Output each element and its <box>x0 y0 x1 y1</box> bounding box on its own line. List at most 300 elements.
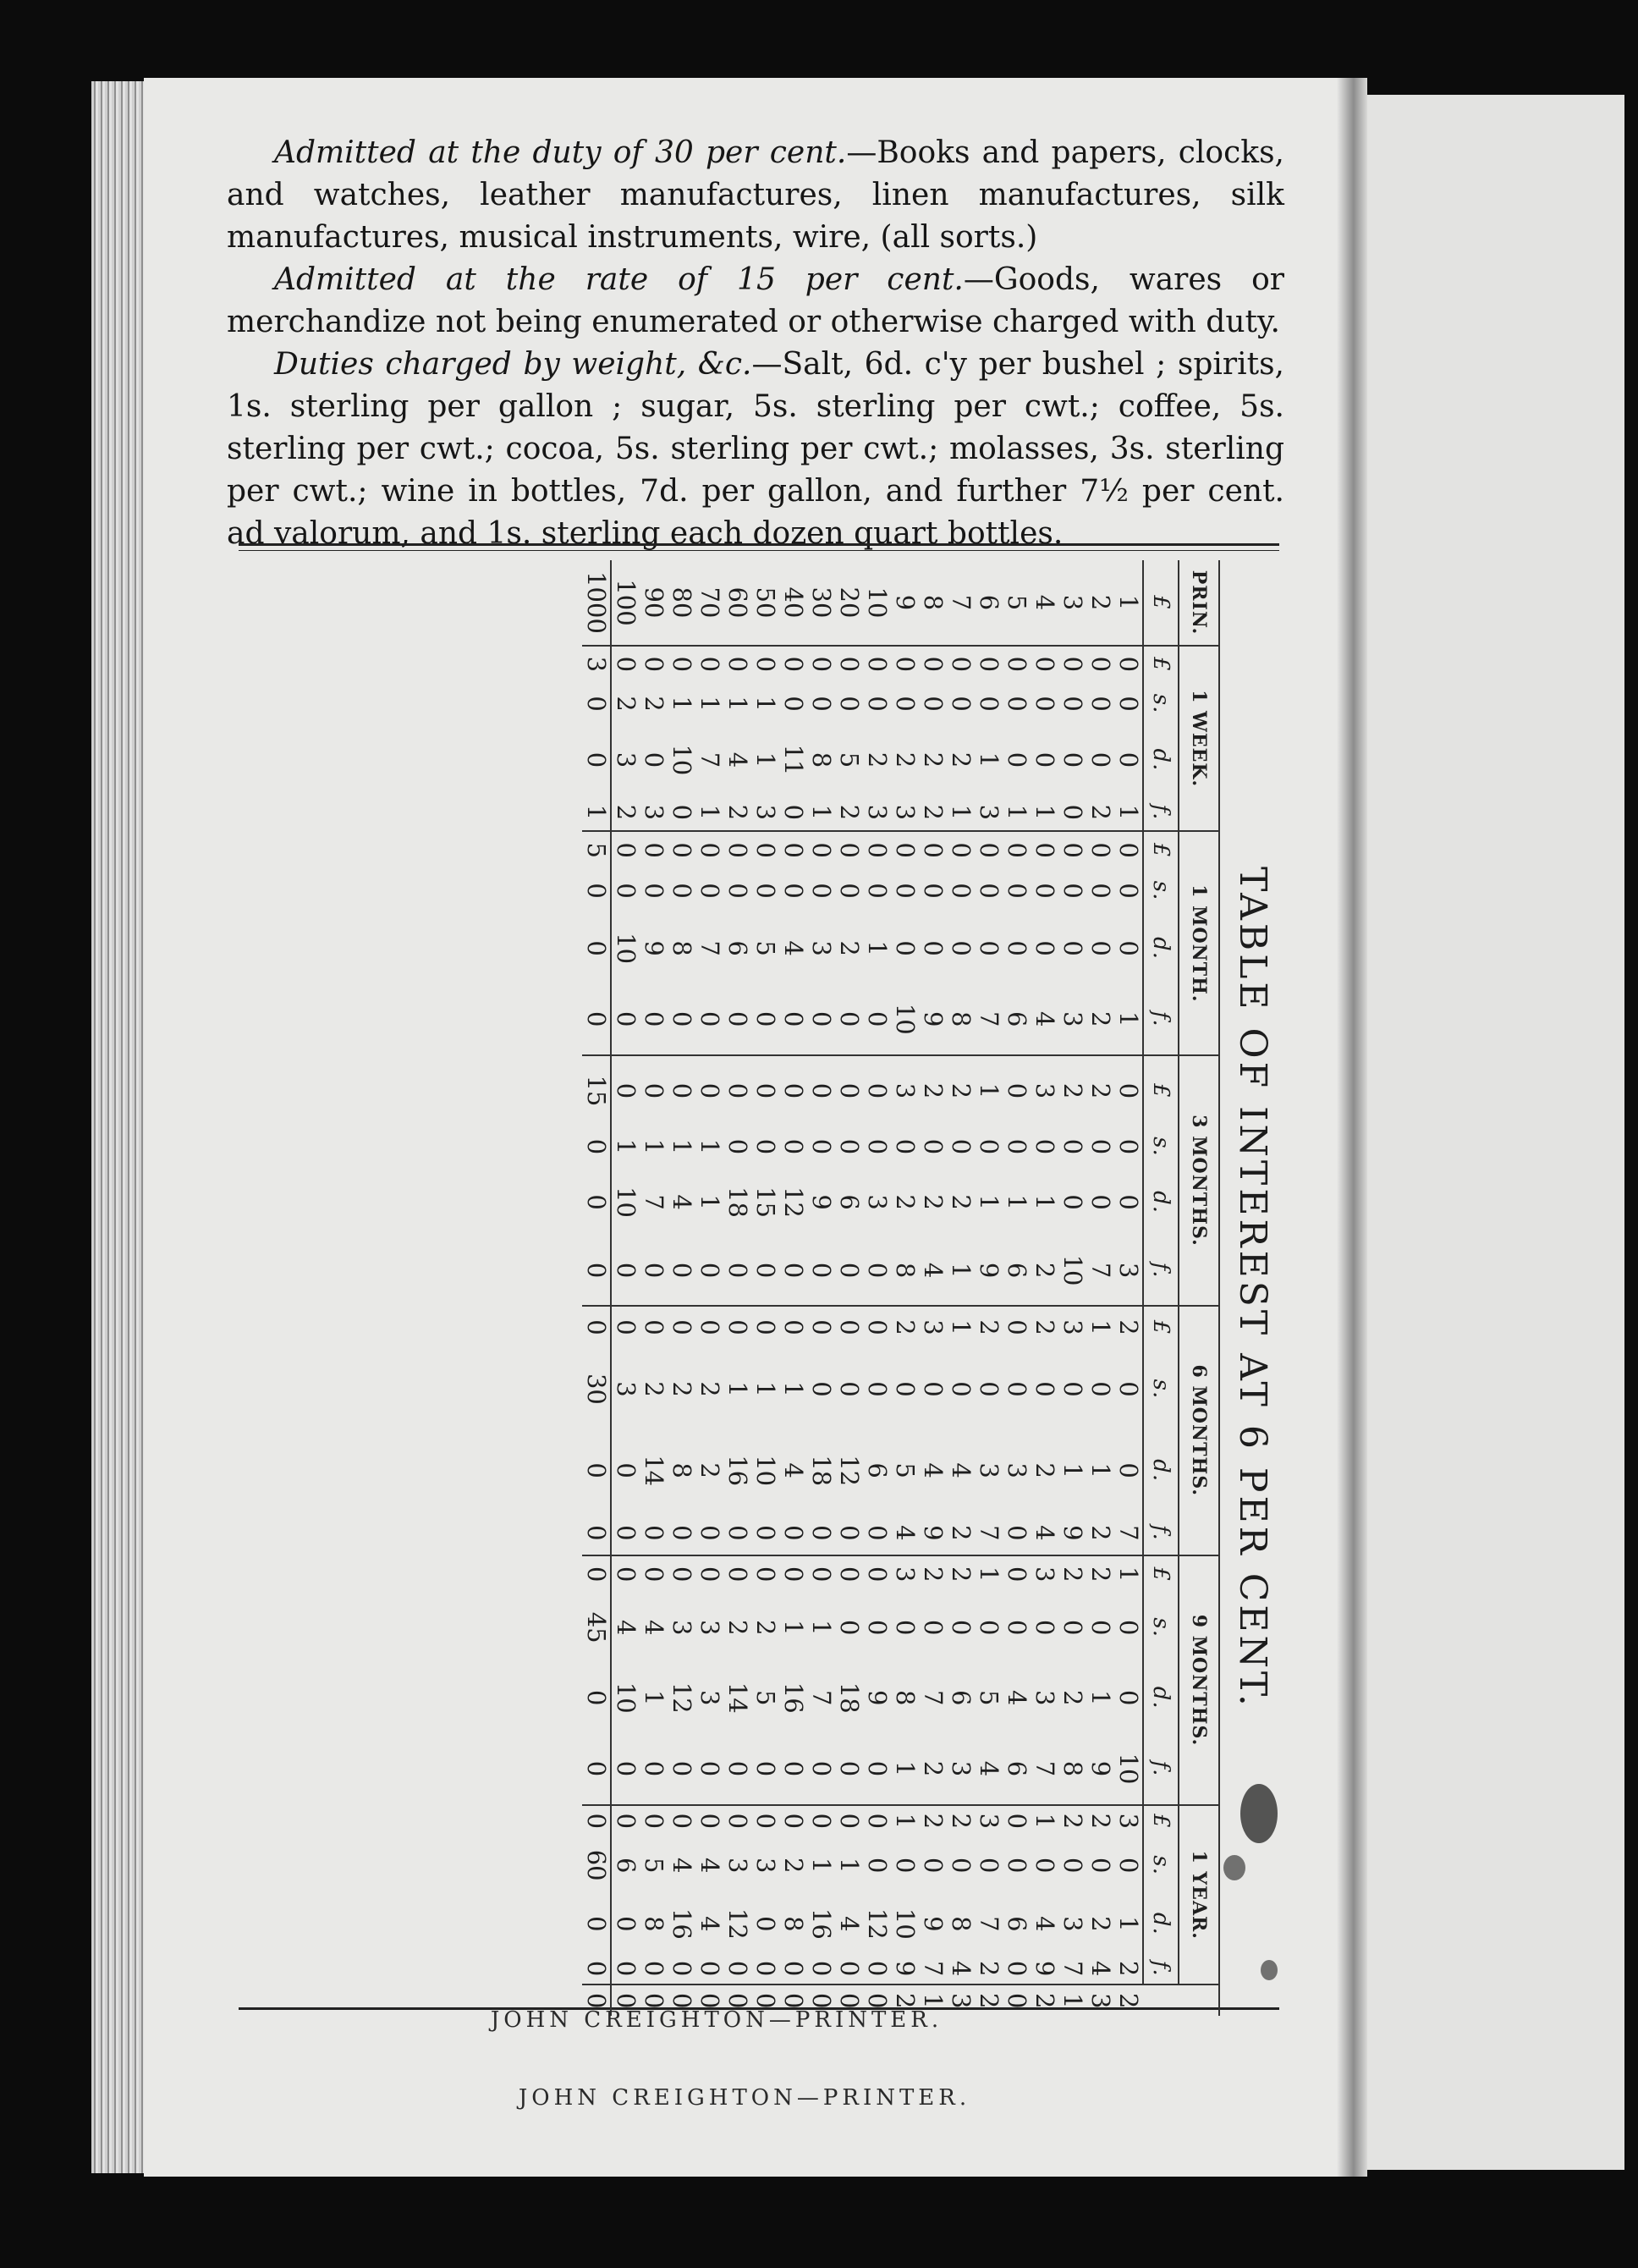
facing-page <box>1364 95 1624 2170</box>
interest-cell: 0 <box>612 1462 640 1478</box>
interest-cell: 2 <box>947 751 976 768</box>
interest-cell: 0 <box>1058 842 1087 858</box>
unit-header: s. <box>1143 1348 1179 1429</box>
interest-cell: 3 <box>1058 1319 1087 1335</box>
table-row <box>1003 560 1031 2016</box>
interest-cell: 0 <box>751 983 779 1055</box>
interest-cell: 4 <box>1086 1953 1114 1984</box>
unit-header: d. <box>1143 1430 1179 1511</box>
interest-cell: 0 <box>751 1082 780 1099</box>
interest-cell: 0 <box>723 883 752 899</box>
interest-cell: 0 <box>751 1953 779 1984</box>
interest-cell: 0 <box>1003 1566 1031 1583</box>
interest-cell: 0 <box>891 1857 920 1874</box>
interest-cell: 0 <box>751 883 780 899</box>
interest-cell: 0 <box>779 1138 808 1155</box>
interest-cell: 0 <box>1058 696 1087 712</box>
interest-cell: 0 <box>975 1138 1003 1155</box>
interest-cell: 1 <box>779 1619 808 1636</box>
interest-cell: 0 <box>723 1319 752 1335</box>
duty-15-lead: Admitted at the rate of 15 per cent. <box>274 262 964 297</box>
interest-cell: 0 <box>919 696 948 712</box>
interest-cell: 10 <box>1058 1236 1086 1306</box>
interest-cell: 0 <box>807 1953 835 1984</box>
interest-cell: 8 <box>807 751 836 768</box>
interest-cell: 0 <box>1086 940 1115 956</box>
interest-cell: 0 <box>779 883 808 899</box>
interest-cell: 6 <box>835 1194 864 1210</box>
interest-cell: 4 <box>919 1462 948 1478</box>
unit-header: £ <box>1143 831 1179 868</box>
interest-cell: 0 <box>582 940 611 956</box>
interest-cell: 2 <box>1086 983 1114 1055</box>
interest-cell: 12 <box>779 1186 808 1218</box>
principal-cell: 10 <box>863 560 891 646</box>
interest-cell: 10 <box>1114 1733 1143 1805</box>
interest-cell: 0 <box>835 1733 863 1805</box>
interest-cell: 0 <box>1114 842 1143 858</box>
interest-cell: 0 <box>582 696 611 712</box>
interest-cell: 8 <box>891 1236 919 1306</box>
interest-cell: 15 <box>751 1186 780 1218</box>
interest-cell: 0 <box>695 1813 724 1830</box>
interest-cell: 0 <box>779 1733 807 1805</box>
prin-unit-header: £ <box>1143 560 1179 646</box>
interest-cell: 0 <box>1058 794 1086 831</box>
page-gutter <box>1337 78 1367 2177</box>
interest-cell: 0 <box>668 1733 695 1805</box>
interest-cell: 2 <box>891 751 920 768</box>
interest-cell: 2 <box>751 1619 780 1636</box>
interest-cell: 0 <box>1086 1138 1115 1155</box>
interest-cell: 0 <box>582 1953 611 1984</box>
interest-cell: 0 <box>975 842 1003 858</box>
column-group-header: 1 YEAR. <box>1179 1805 1218 1984</box>
interest-cell: 2 <box>919 751 948 768</box>
interest-cell: 0 <box>947 842 976 858</box>
interest-cell: 0 <box>1086 751 1115 768</box>
interest-cell: 2 <box>947 1194 976 1210</box>
interest-cell: 0 <box>1114 751 1143 768</box>
interest-cell: 0 <box>975 1857 1003 1874</box>
interest-cell: 16 <box>723 1455 752 1487</box>
interest-cell: 8 <box>779 1916 808 1932</box>
unit-header: f. <box>1143 1953 1179 1984</box>
ink-blot <box>1261 1960 1278 1980</box>
interest-cell: 0 <box>611 1236 640 1306</box>
interest-cell: 0 <box>612 1813 640 1830</box>
interest-cell: 0 <box>779 1236 807 1306</box>
printer-footer-text: JOHN CREIGHTON—PRINTER. <box>490 2007 943 2033</box>
interest-cell: 0 <box>975 1619 1003 1636</box>
interest-cell: 0 <box>779 1511 807 1555</box>
interest-cell: 1 <box>1114 794 1143 831</box>
interest-cell: 0 <box>863 983 891 1055</box>
interest-cell: 0 <box>975 1381 1003 1397</box>
interest-cell: 4 <box>1031 983 1058 1055</box>
interest-cell: 4 <box>668 1857 696 1874</box>
interest-cell: 0 <box>695 1511 723 1555</box>
column-group-header: 1 MONTH. <box>1179 831 1218 1055</box>
table-row <box>668 560 695 2016</box>
interest-cell: 2 <box>947 1813 976 1830</box>
interest-cell: 0 <box>975 696 1003 712</box>
interest-cell: 0 <box>863 1319 892 1335</box>
interest-cell: 2 <box>1031 1992 1059 2009</box>
interest-cell: 3 <box>1086 1992 1115 2009</box>
interest-cell: 0 <box>695 983 723 1055</box>
interest-cell: 0 <box>1003 1319 1031 1335</box>
interest-cell: 3 <box>975 1813 1003 1830</box>
table-row <box>807 560 835 2016</box>
interest-cell: 0 <box>919 842 948 858</box>
interest-cell: 0 <box>947 1138 976 1155</box>
interest-cell: 0 <box>779 983 807 1055</box>
interest-cell: 2 <box>1086 1566 1115 1583</box>
principal-cell: 90 <box>640 560 668 646</box>
duty-15-body: —Goods, wares or merchandize not being enumerated or otherwise charged with duty. <box>227 262 1284 339</box>
interest-cell: 0 <box>1114 1138 1143 1155</box>
interest-cell: 0 <box>835 1619 864 1636</box>
interest-cell: 0 <box>807 1381 836 1397</box>
interest-cell: 0 <box>723 1236 751 1306</box>
interest-cell: 2 <box>1031 1319 1059 1335</box>
interest-cell: 2 <box>695 1462 724 1478</box>
principal-cell: 50 <box>751 560 779 646</box>
interest-cell: 4 <box>1031 1511 1058 1555</box>
interest-cell: 0 <box>807 1082 836 1099</box>
interest-cell: 0 <box>582 1733 611 1805</box>
interest-cell: 1 <box>947 1319 976 1335</box>
unit-header: s. <box>1143 1593 1179 1663</box>
interest-cell: 2 <box>1031 1462 1059 1478</box>
interest-cell: 0 <box>612 842 640 858</box>
interest-cell: 1 <box>1114 1566 1143 1583</box>
interest-cell: 4 <box>640 1619 668 1636</box>
interest-cell: 2 <box>1086 1916 1115 1932</box>
interest-cell: 8 <box>668 1462 696 1478</box>
principal-cell: 1000 <box>582 560 611 646</box>
interest-cell: 16 <box>668 1907 696 1940</box>
interest-cell: 3 <box>1003 1462 1031 1478</box>
interest-cell: 8 <box>891 1690 920 1706</box>
interest-cell: 1 <box>919 1992 948 2009</box>
interest-cell: 9 <box>919 983 947 1055</box>
interest-cell: 1 <box>1114 983 1143 1055</box>
interest-cell: 0 <box>668 1236 695 1306</box>
interest-cell: 0 <box>723 1992 752 2009</box>
unit-header: d. <box>1143 1169 1179 1236</box>
interest-cell: 0 <box>807 842 836 858</box>
interest-cell: 7 <box>695 940 724 956</box>
interest-cell: 5 <box>640 1857 668 1874</box>
interest-cell: 2 <box>1086 1511 1114 1555</box>
table-row <box>863 560 891 2016</box>
interest-cell: 0 <box>807 1138 836 1155</box>
interest-cell: 3 <box>975 794 1003 831</box>
interest-cell: 0 <box>919 656 948 673</box>
interest-cell: 0 <box>582 1813 611 1830</box>
interest-cell: 0 <box>1031 751 1059 768</box>
interest-cell: 3 <box>1031 1690 1059 1706</box>
interest-cell: 12 <box>723 1907 752 1940</box>
interest-cell: 0 <box>695 1566 724 1583</box>
table-row <box>695 560 723 2016</box>
interest-cell: 0 <box>1114 696 1143 712</box>
interest-cell: 1 <box>751 696 780 712</box>
interest-cell: 0 <box>807 1511 835 1555</box>
interest-cell: 0 <box>1003 696 1031 712</box>
unit-header: d. <box>1143 1663 1179 1733</box>
interest-cell: 0 <box>779 696 808 712</box>
interest-cell: 1 <box>891 1813 920 1830</box>
interest-cell: 0 <box>1003 883 1031 899</box>
interest-cell: 0 <box>582 1138 611 1155</box>
interest-cell: 7 <box>975 983 1003 1055</box>
interest-cell: 2 <box>779 1857 808 1874</box>
interest-cell: 7 <box>1114 1511 1143 1555</box>
unit-header: £ <box>1143 1306 1179 1349</box>
interest-cell: 4 <box>695 1857 724 1874</box>
interest-cell: 2 <box>1058 1566 1087 1583</box>
interest-cell: 10 <box>612 1682 640 1714</box>
interest-cell: 0 <box>640 883 668 899</box>
interest-cell: 0 <box>835 1813 864 1830</box>
interest-cell: 9 <box>1031 1953 1058 1984</box>
interest-cell: 0 <box>1086 1381 1115 1397</box>
duty-30-body: —Books and papers, clocks, and watches, leather manufactures, linen manufactures, silk manufactures, musical instruments, wire, (all sorts.) <box>227 135 1285 255</box>
interest-cell: 0 <box>723 1953 751 1984</box>
interest-cell: 7 <box>919 1953 947 1984</box>
unit-header: f. <box>1143 1236 1179 1306</box>
interest-cell: 1 <box>1058 1992 1087 2009</box>
interest-cell: 2 <box>863 751 892 768</box>
interest-cell: 4 <box>1031 1916 1059 1932</box>
principal-cell: 80 <box>668 560 695 646</box>
interest-cell: 2 <box>947 1566 976 1583</box>
principal-cell: 20 <box>835 560 863 646</box>
table-row <box>723 560 751 2016</box>
interest-cell: 6 <box>1003 1733 1031 1805</box>
unit-header: £ <box>1143 1805 1179 1836</box>
interest-cell: 9 <box>863 1690 892 1706</box>
interest-cell: 7 <box>1086 1236 1114 1306</box>
interest-cell: 0 <box>1003 1138 1031 1155</box>
interest-cell: 0 <box>807 883 836 899</box>
interest-cell: 12 <box>863 1907 892 1940</box>
interest-cell: 0 <box>1031 656 1059 673</box>
table-row <box>1031 560 1058 2016</box>
interest-cell: 14 <box>723 1682 752 1714</box>
interest-cell: 0 <box>1031 1138 1059 1155</box>
interest-cell: 3 <box>1031 1566 1059 1583</box>
interest-cell: 0 <box>1003 1953 1031 1984</box>
table-top-rule <box>239 543 1279 546</box>
principal-cell: 8 <box>919 560 947 646</box>
interest-cell: 0 <box>863 1511 891 1555</box>
interest-cell: 7 <box>807 1690 836 1706</box>
interest-cell: 0 <box>863 842 892 858</box>
table-row <box>611 560 640 2016</box>
interest-cell: 2 <box>891 1319 920 1335</box>
interest-cell: 0 <box>1003 1857 1031 1874</box>
interest-cell: 0 <box>723 1138 752 1155</box>
unit-header: f. <box>1143 983 1179 1055</box>
interest-cell: 0 <box>863 1813 892 1830</box>
interest-cell: 1 <box>1086 1319 1115 1335</box>
interest-cell: 0 <box>863 1138 892 1155</box>
unit-header: s. <box>1143 1125 1179 1168</box>
interest-cell: 0 <box>863 1082 892 1099</box>
interest-cell: 4 <box>835 1916 864 1932</box>
interest-cell: 3 <box>1058 983 1086 1055</box>
interest-cell: 1 <box>807 794 835 831</box>
interest-cell: 18 <box>723 1186 752 1218</box>
interest-cell: 2 <box>1086 1813 1115 1830</box>
unit-header: s. <box>1143 1836 1179 1895</box>
interest-cell: 0 <box>1031 1619 1059 1636</box>
principal-cell: 40 <box>779 560 807 646</box>
interest-cell: 0 <box>668 1566 696 1583</box>
interest-cell: 1 <box>695 1138 724 1155</box>
interest-cell: 1 <box>947 1236 975 1306</box>
principal-cell: 100 <box>611 560 640 646</box>
interest-cell: 12 <box>835 1455 864 1487</box>
interest-cell: 2 <box>891 1992 920 2009</box>
interest-cell: 0 <box>863 696 892 712</box>
interest-cell: 9 <box>975 1236 1003 1306</box>
interest-cell: 0 <box>779 1319 808 1335</box>
interest-cell: 0 <box>891 1138 920 1155</box>
table-row <box>1058 560 1086 2016</box>
interest-cell: 0 <box>668 983 695 1055</box>
interest-cell: 0 <box>582 1916 611 1932</box>
interest-cell: 0 <box>1086 696 1115 712</box>
duty-30-paragraph <box>227 132 1284 259</box>
interest-cell: 0 <box>779 842 808 858</box>
interest-cell: 4 <box>891 1511 919 1555</box>
interest-cell: 2 <box>668 1381 696 1397</box>
interest-cell: 0 <box>779 1082 808 1099</box>
column-group-header: PRIN. <box>1179 560 1218 646</box>
principal-cell: 9 <box>891 560 919 646</box>
interest-cell: 0 <box>1058 883 1087 899</box>
interest-cell: 0 <box>947 656 976 673</box>
interest-cell: 5 <box>751 940 780 956</box>
interest-cell: 0 <box>1086 842 1115 858</box>
interest-cell: 3 <box>695 1690 724 1706</box>
interest-cell: 9 <box>1058 1511 1086 1555</box>
interest-cell: 0 <box>863 1992 892 2009</box>
interest-cell: 0 <box>751 656 780 673</box>
interest-cell: 15 <box>582 1075 611 1107</box>
interest-cell: 0 <box>835 656 864 673</box>
interest-cell: 0 <box>863 1953 891 1984</box>
interest-cell: 0 <box>947 1619 976 1636</box>
interest-cell: 1 <box>640 1690 668 1706</box>
interest-cell: 0 <box>891 940 920 956</box>
table-row <box>1114 560 1143 2016</box>
interest-cell: 0 <box>640 1953 668 1984</box>
interest-cell: 0 <box>863 1566 892 1583</box>
interest-cell: 6 <box>723 940 752 956</box>
interest-cell: 0 <box>835 1381 864 1397</box>
principal-cell: 2 <box>1086 560 1114 646</box>
interest-cell: 1 <box>975 1566 1003 1583</box>
interest-cell: 0 <box>863 883 892 899</box>
interest-cell: 8 <box>1058 1733 1086 1805</box>
interest-cell: 2 <box>723 794 751 831</box>
interest-cell: 1 <box>975 751 1003 768</box>
interest-cell: 0 <box>695 1236 723 1306</box>
interest-cell: 0 <box>1086 883 1115 899</box>
interest-cell: 7 <box>975 1511 1003 1555</box>
interest-cell: 0 <box>582 1194 611 1210</box>
ink-blot <box>1223 1855 1245 1880</box>
interest-cell: 1 <box>1003 794 1031 831</box>
interest-cell: 12 <box>668 1682 696 1714</box>
interest-cell: 3 <box>751 1857 780 1874</box>
interest-cell: 0 <box>751 1916 780 1932</box>
interest-cell: 0 <box>835 1953 863 1984</box>
interest-cell: 0 <box>1114 883 1143 899</box>
interest-cell: 0 <box>807 656 836 673</box>
interest-cell: 2 <box>919 1566 948 1583</box>
interest-cell: 0 <box>1058 656 1087 673</box>
principal-cell: 6 <box>975 560 1003 646</box>
interest-cell: 9 <box>919 1916 948 1932</box>
interest-cell: 0 <box>640 1236 668 1306</box>
interest-cell: 2 <box>1086 794 1114 831</box>
interest-cell: 3 <box>947 1992 976 2009</box>
interest-cell: 0 <box>919 1138 948 1155</box>
interest-cell: 5 <box>751 1690 780 1706</box>
interest-cell: 7 <box>1031 1733 1058 1805</box>
table-row <box>751 560 779 2016</box>
interest-cell: 3 <box>891 1082 920 1099</box>
interest-cell: 0 <box>640 751 668 768</box>
interest-cell: 0 <box>1058 1194 1087 1210</box>
interest-cell: 2 <box>723 1619 752 1636</box>
interest-cell: 2 <box>891 1194 920 1210</box>
interest-cell: 0 <box>891 696 920 712</box>
interest-cell: 1 <box>1031 794 1058 831</box>
interest-cell: 18 <box>807 1455 836 1487</box>
interest-cell: 0 <box>807 1319 836 1335</box>
interest-cell: 1 <box>1086 1462 1115 1478</box>
interest-cell: 0 <box>891 883 920 899</box>
interest-cell: 0 <box>835 1082 864 1099</box>
interest-cell: 7 <box>919 1690 948 1706</box>
interest-cell: 2 <box>947 1511 975 1555</box>
interest-cell: 0 <box>668 794 695 831</box>
interest-cell: 0 <box>751 1319 780 1335</box>
interest-cell: 5 <box>835 751 864 768</box>
interest-cell: 6 <box>863 1462 892 1478</box>
interest-cell: 0 <box>723 1082 752 1099</box>
interest-cell: 0 <box>891 656 920 673</box>
interest-cell: 0 <box>1114 1619 1143 1636</box>
interest-cell: 3 <box>1058 1916 1087 1932</box>
interest-cell: 0 <box>1086 1194 1115 1210</box>
interest-cell: 0 <box>640 1566 668 1583</box>
interest-cell: 0 <box>807 696 836 712</box>
interest-cell: 0 <box>919 1381 948 1397</box>
interest-cell: 0 <box>1003 1619 1031 1636</box>
interest-cell: 6 <box>1003 1236 1031 1306</box>
interest-cell: 0 <box>1058 940 1087 956</box>
duty-15-paragraph <box>227 259 1284 344</box>
